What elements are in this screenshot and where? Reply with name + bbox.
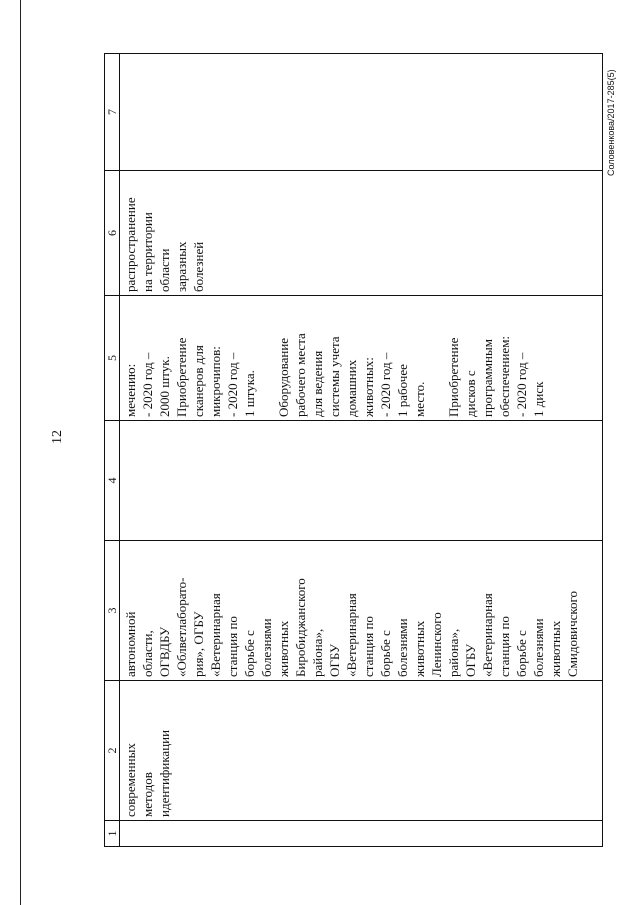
cell-text-line: Смидовичского <box>565 590 580 677</box>
header-col-3: 3 <box>105 541 120 681</box>
header-col-6: 6 <box>105 171 120 296</box>
cell-text-line: области, <box>140 630 155 677</box>
cell-text-line: Биробиджанского <box>293 578 308 677</box>
cell-text-line: 2000 штук. <box>157 356 172 417</box>
table-row <box>120 54 603 847</box>
cell-text-line: микрочипов: <box>208 346 223 417</box>
program-table <box>104 53 603 847</box>
cell-text-line: для ведения <box>310 350 325 417</box>
cell-text-line: дисков с <box>463 370 478 417</box>
cell-text-line: распространение <box>123 197 138 292</box>
cell-text-line: идентификации <box>157 729 172 817</box>
cell-text-line: программным <box>480 339 495 417</box>
cell-text-line: домашних <box>344 359 359 417</box>
cell-text-line: болезнями <box>395 618 410 677</box>
cell-text-line: Приобретение <box>446 337 461 417</box>
cell-text-line: «Ветеринарная <box>208 593 223 677</box>
cell-text-line: борьбе с <box>378 630 393 677</box>
cell-text-line: района», <box>310 628 325 677</box>
header-col-7: 7 <box>105 54 120 171</box>
cell-text-line: современных <box>123 743 138 817</box>
cell-text-line: 1 диск <box>531 381 546 417</box>
header-col-4: 4 <box>105 421 120 541</box>
cell-col-6 <box>120 171 603 296</box>
table-wrapper <box>104 54 603 847</box>
cell-text-line: животных <box>276 620 291 677</box>
cell-text-line: - 2020 год – <box>514 352 529 417</box>
cell-text-line: - 2020 год – <box>225 352 240 417</box>
document-stamp: Соловенкова/2017-285(5) <box>606 69 616 176</box>
table-header-row <box>105 54 120 847</box>
cell-text-line: станция по <box>361 616 376 677</box>
cell-text-line: рия», ОГБУ <box>191 611 206 677</box>
cell-col-3 <box>120 541 603 681</box>
cell-text-line: станция по <box>497 616 512 677</box>
cell-col-1 <box>120 821 603 847</box>
cell-text-line: 1 штука. <box>242 370 257 417</box>
page-number: 12 <box>50 430 65 444</box>
cell-col-7 <box>120 54 603 171</box>
cell-text-line: методов <box>140 772 155 817</box>
cell-text-line: мечению: <box>123 363 138 417</box>
header-col-2: 2 <box>105 681 120 821</box>
cell-text-line: сканеров для <box>191 345 206 417</box>
cell-text-line: Ленинского <box>429 612 444 677</box>
cell-text-line: области <box>157 248 172 292</box>
cell-col-2 <box>120 681 603 821</box>
cell-text-line: - 2020 год – <box>140 352 155 417</box>
cell-text-line: ОГБУ <box>463 643 478 677</box>
cell-text-line: станция по <box>225 616 240 677</box>
header-col-1: 1 <box>105 821 120 847</box>
cell-text-line: «Ветеринарная <box>344 593 359 677</box>
cell-text-line: борьбе с <box>242 630 257 677</box>
cell-text-line: болезней <box>191 241 206 292</box>
cell-text-line: Оборудование <box>276 337 291 417</box>
cell-text-line: автономной <box>123 611 138 677</box>
header-col-5: 5 <box>105 296 120 421</box>
cell-text-line: животных: <box>361 357 376 417</box>
cell-text-line: ОГВДБУ <box>157 626 172 677</box>
cell-text-line: на территории <box>140 212 155 292</box>
cell-text-line: района», <box>446 628 461 677</box>
cell-text-line: Приобретение <box>174 337 189 417</box>
cell-text-line: болезнями <box>259 618 274 677</box>
cell-text-line: болезнями <box>531 618 546 677</box>
cell-text-line: место. <box>412 381 427 417</box>
cell-text-line: «Облветлаборато- <box>174 577 189 677</box>
cell-text-line: борьбе с <box>514 630 529 677</box>
cell-col-5 <box>120 296 603 421</box>
cell-text-line: - 2020 год – <box>378 352 393 417</box>
cell-text-line <box>258 299 275 417</box>
cell-text-line <box>428 299 445 417</box>
cell-text-line: рабочего места <box>293 333 308 417</box>
cell-text-line: животных <box>548 620 563 677</box>
page-edge-line <box>20 0 21 905</box>
cell-text-line: обеспечением: <box>497 335 512 417</box>
cell-text-line: заразных <box>174 241 189 292</box>
cell-text-line: животных <box>412 620 427 677</box>
cell-text-line: 1 рабочее <box>395 364 410 417</box>
cell-col-4 <box>120 421 603 541</box>
cell-text-line: «Ветеринарная <box>480 593 495 677</box>
cell-text-line: системы учета <box>327 336 342 417</box>
cell-text-line: ОГБУ <box>327 643 342 677</box>
